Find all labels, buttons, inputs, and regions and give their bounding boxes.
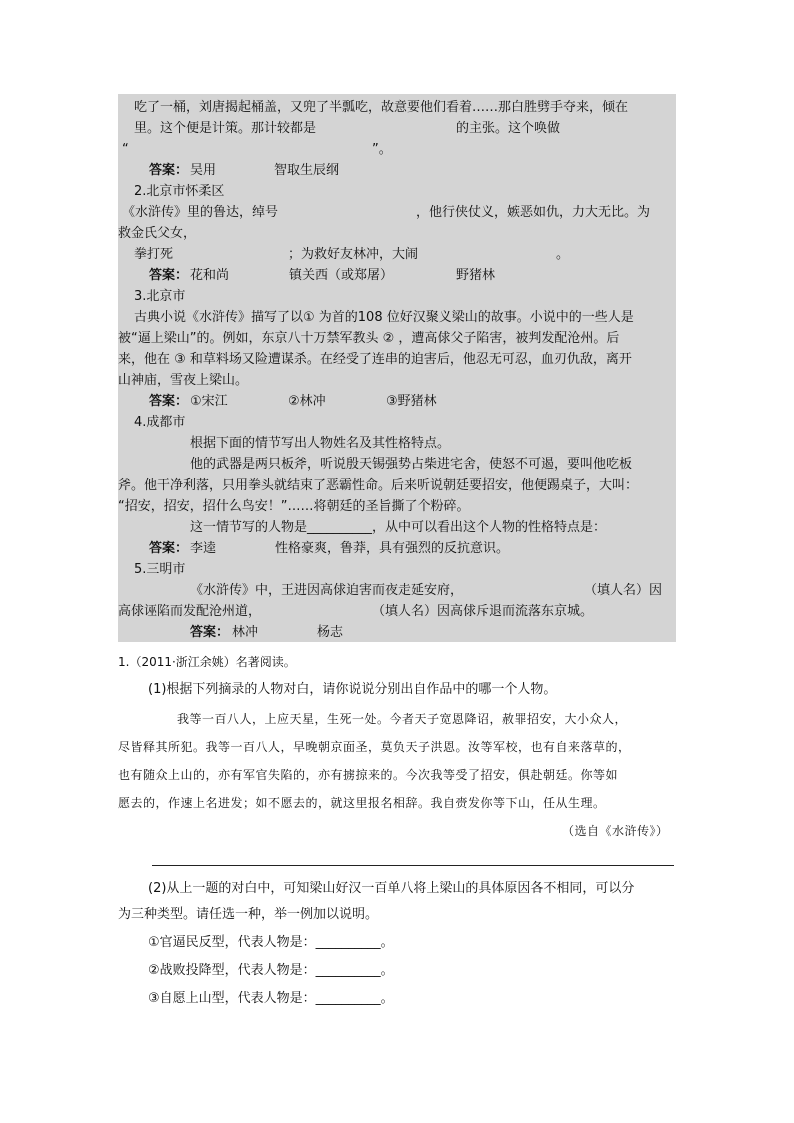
text-line: ；为救好友林冲，大闹 bbox=[288, 247, 419, 262]
answer-label: 答案： bbox=[149, 268, 189, 283]
question-part-1: (1)根据下列摘录的人物对白，请你说说分别出自作品中的哪一个人物。 bbox=[148, 682, 557, 697]
text-line: 吃了一桶，刘唐揭起桶盖，又兜了半瓢吃，故意要他们看着……那白胜劈手夺来，倾在 bbox=[134, 100, 629, 115]
option-line: ②战败投降型，代表人物是：__________。 bbox=[148, 963, 394, 978]
question-title: 1.（2011·浙江余姚）名著阅读。 bbox=[118, 655, 296, 669]
text-line: 斧。他干净利落，只用拳头就结束了恶霸性命。后来听说朝廷要招安，他便踢桌子，大叫： bbox=[118, 478, 639, 493]
answer-label: 答案： bbox=[149, 541, 189, 556]
option-line: ①官逼民反型，代表人物是：__________。 bbox=[148, 935, 394, 950]
text-line: ”。 bbox=[372, 142, 392, 157]
answer-text: 性格豪爽，鲁莽，具有强烈的反抗意识。 bbox=[275, 541, 510, 556]
text-line: 《水浒传》里的鲁达，绰号 bbox=[122, 205, 279, 220]
text-line: （填人名）因 bbox=[584, 583, 663, 598]
answer-text: 林冲 bbox=[232, 625, 259, 640]
text-line: “ bbox=[122, 142, 129, 157]
text-line: 的主张。这个唤做 bbox=[456, 121, 561, 136]
quote-line: 愿去的，作速上名进发；如不愿去的，就这里报名相辞。我自赍发你等下山，任从生理。 bbox=[118, 796, 606, 810]
text-line: 来，他在 ③ 和草料场又险遭谋杀。在经受了连串的迫害后，他忍无可忍，血刃仇敌，离开 bbox=[118, 352, 632, 367]
text-line: （填人名）因高俅斥退而流落东京城。 bbox=[372, 604, 594, 619]
answer-text: 野猪林 bbox=[456, 268, 496, 283]
question-part-2: (2)从上一题的对白中，可知梁山好汉一百单八将上梁山的具体原因各不相同，可以分 bbox=[148, 881, 635, 896]
quote-line: 我等一百八人，上应天星，生死一处。今者天子宽恩降诏，赦罪招安，大小众人， bbox=[177, 712, 628, 726]
text-line: ，他行侠仗义，嫉恶如仇，力大无比。为 bbox=[416, 205, 651, 220]
text-line: 这一情节写的人物是__________，从中可以看出这个人物的性格特点是： bbox=[190, 520, 607, 535]
option-line: ③自愿上山型，代表人物是：__________。 bbox=[148, 991, 394, 1006]
text-line: 山神庙，雪夜上梁山。 bbox=[118, 373, 249, 388]
text-line: “招安，招安，招什么鸟安！”……将朝廷的圣旨撕了个粉碎。 bbox=[118, 499, 470, 514]
answer-label: 答案： bbox=[190, 625, 230, 640]
text-line: 拳打死 bbox=[134, 247, 174, 262]
text-line: 救金氏父女， bbox=[118, 226, 197, 241]
section-heading: 2.北京市怀柔区 bbox=[134, 184, 225, 199]
text-line: 。 bbox=[556, 247, 570, 262]
answer-text: 李逵 bbox=[190, 541, 217, 556]
quote-line: 尽皆释其所犯。我等一百八人，早晚朝京面圣，莫负天子洪恩。汝等军校，也有自来落草的， bbox=[118, 740, 631, 754]
text-line: 他的武器是两只板斧，听说殷天锡强势占柴进宅舍，使怒不可遏，要叫他吃板 bbox=[190, 457, 633, 472]
answer-line bbox=[152, 865, 674, 866]
section-heading: 4.成都市 bbox=[134, 415, 186, 430]
section-heading: 3.北京市 bbox=[134, 289, 186, 304]
answer-text: ③野猪林 bbox=[386, 394, 437, 409]
answer-text: 杨志 bbox=[317, 625, 344, 640]
section-heading: 5.三明市 bbox=[134, 562, 186, 577]
answer-text: ①宋江 bbox=[190, 394, 228, 409]
quote-source: （选自《水浒传》） bbox=[562, 824, 669, 838]
text-line: 里。这个便是计策。那计较都是 bbox=[134, 121, 317, 136]
answer-text: 吴用 bbox=[190, 163, 217, 178]
answer-text: 智取生辰纲 bbox=[274, 163, 340, 178]
answer-text: ②林冲 bbox=[288, 394, 326, 409]
question-part-2-cont: 为三种类型。请任选一种，举一例加以说明。 bbox=[118, 907, 379, 922]
text-line: 被“逼上梁山”的。例如，东京八十万禁军教头 ② ，遭高俅父子陷害，被判发配沧州。后 bbox=[118, 331, 620, 346]
text-line: 古典小说《水浒传》描写了以① 为首的108 位好汉聚义梁山的故事。小说中的一些人是 bbox=[134, 310, 634, 325]
quote-line: 也有随众上山的，亦有军官失陷的，亦有掳掠来的。今次我等受了招安，俱赴朝廷。你等如 bbox=[118, 768, 619, 782]
text-line: 根据下面的情节写出人物姓名及其性格特点。 bbox=[190, 436, 451, 451]
text-line: 高俅诬陷而发配沧州道， bbox=[118, 604, 262, 619]
answer-text: 花和尚 bbox=[190, 268, 230, 283]
answer-label: 答案： bbox=[149, 394, 189, 409]
text-line: 《水浒传》中，王进因高俅迫害而夜走延安府， bbox=[190, 583, 464, 598]
answer-label: 答案： bbox=[149, 163, 189, 178]
answer-text: 镇关西（或郑屠） bbox=[289, 268, 394, 283]
